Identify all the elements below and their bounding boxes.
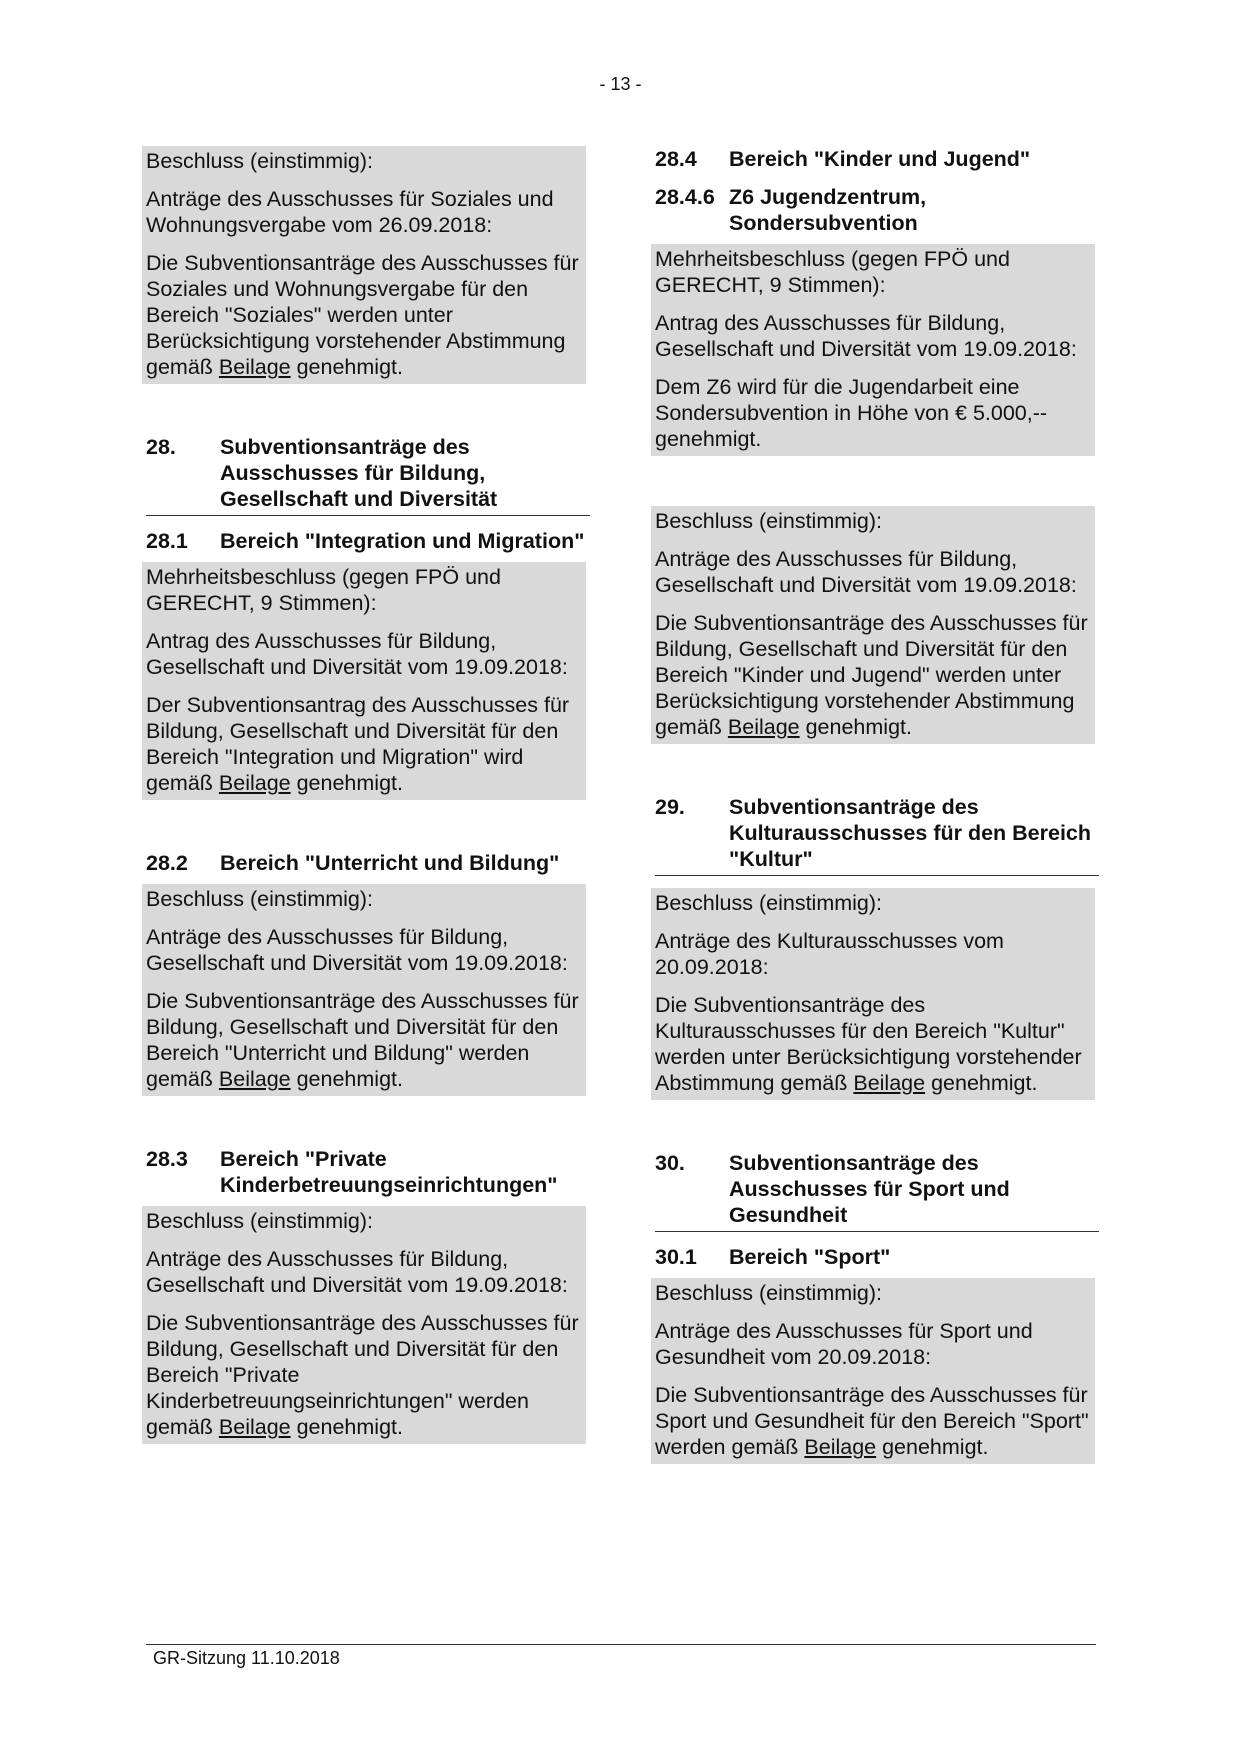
section-heading-28-3: 28.3 Bereich "Private Kinderbetreuungseinrichtungen" [146, 1147, 558, 1197]
motion-source: Antrag des Ausschusses für Bildung, Gesellschaft und Diversität vom 19.09.2018: [655, 311, 1077, 361]
section-heading-28-1: 28.1 Bereich "Integration und Migration" [146, 529, 585, 553]
footer-text: GR-Sitzung 11.10.2018 [153, 1648, 340, 1668]
motion-source: Anträge des Ausschusses für Soziales und Wohnungsvergabe vom 26.09.2018: [146, 187, 554, 237]
left-column [146, 146, 590, 1444]
resolution-type: Beschluss (einstimmig): [146, 149, 373, 173]
section-heading-30-1: 30.1 Bereich "Sport" [655, 1245, 891, 1269]
section-heading-28-4-6: 28.4.6 Z6 Jugendzentrum, Sondersubvention [655, 185, 927, 235]
resolution-text: Die Subventionsanträge des Ausschusses für Sport und Gesundheit für den Bereich "Sport" werden gemäß Beilage genehmigt. [655, 1383, 1089, 1459]
section-heading-29: 29. Subventionsanträge des Kulturausschusses für den Bereich "Kultur" [655, 794, 1099, 876]
motion-source: Anträge des Ausschusses für Bildung, Gesellschaft und Diversität vom 19.09.2018: [655, 547, 1077, 597]
beilage-link[interactable]: Beilage [727, 715, 800, 739]
resolution-type: Beschluss (einstimmig): [655, 891, 882, 915]
beilage-link[interactable]: Beilage [804, 1435, 877, 1459]
resolution-type: Beschluss (einstimmig): [146, 887, 373, 911]
resolution-type: Beschluss (einstimmig): [146, 1209, 373, 1233]
resolution-type: Beschluss (einstimmig): [655, 1281, 882, 1305]
motion-source: Anträge des Ausschusses für Sport und Gesundheit vom 20.09.2018: [655, 1319, 1033, 1369]
page-number: - 13 - [599, 74, 642, 94]
resolution-text: Die Subventionsanträge des Ausschusses für Bildung, Gesellschaft und Diversität für den Bereich "Unterricht und Bildung" werden gemäß Beilage genehmigt. [146, 989, 579, 1091]
resolution-type: Beschluss (einstimmig): [655, 509, 882, 533]
resolution-text: Die Subventionsanträge des Kulturausschusses für den Bereich "Kultur" werden unter Berücksichtigung vorstehender Abstimmung gemäß Beilage genehmigt. [655, 993, 1082, 1095]
resolution-box-28-2 [142, 884, 586, 1096]
resolution-box-kinder-jugend [651, 506, 1095, 744]
resolution-text: Dem Z6 wird für die Jugendarbeit eine Sondersubvention in Höhe von € 5.000,-- genehmigt. [655, 375, 1048, 451]
resolution-text: Der Subventionsantrag des Ausschusses für Bildung, Gesellschaft und Diversität für den Bereich "Integration und Migration" wird gemäß Beilage genehmigt. [146, 693, 570, 795]
section-heading-28-2: 28.2 Bereich "Unterricht und Bildung" [146, 851, 560, 875]
resolution-text: Die Subventionsanträge des Ausschusses für Soziales und Wohnungsvergabe für den Bereich "Soziales" werden unter Berücksichtigung vorstehender Abstimmung gemäß Beilage genehmigt. [146, 251, 579, 379]
resolution-text: Die Subventionsanträge des Ausschusses für Bildung, Gesellschaft und Diversität für den Bereich "Kinder und Jugend" werden unter Berücksichtigung vorstehender Abstimmung gemäß Beilage genehmigt. [655, 611, 1088, 739]
section-heading-28: 28. Subventionsanträge des Ausschusses für Bildung, Gesellschaft und Diversität [146, 434, 590, 516]
resolution-box-soziales [142, 146, 586, 384]
resolution-box-28-1 [142, 562, 586, 800]
beilage-link[interactable]: Beilage [218, 771, 291, 795]
resolution-type: Mehrheitsbeschluss (gegen FPÖ und GERECHT, 9 Stimmen): [146, 565, 501, 615]
beilage-link[interactable]: Beilage [218, 1415, 291, 1439]
beilage-link[interactable]: Beilage [218, 355, 291, 379]
beilage-link[interactable]: Beilage [853, 1071, 926, 1095]
footer-divider [146, 1644, 1096, 1645]
motion-source: Anträge des Kulturausschusses vom 20.09.2018: [655, 929, 1004, 979]
section-heading-30: 30. Subventionsanträge des Ausschusses für Sport und Gesundheit [655, 1150, 1099, 1232]
resolution-box-29 [651, 888, 1095, 1100]
motion-source: Antrag des Ausschusses für Bildung, Gesellschaft und Diversität vom 19.09.2018: [146, 629, 568, 679]
motion-source: Anträge des Ausschusses für Bildung, Gesellschaft und Diversität vom 19.09.2018: [146, 925, 568, 975]
resolution-text: Die Subventionsanträge des Ausschusses für Bildung, Gesellschaft und Diversität für den Bereich "Private Kinderbetreuungseinrichtungen" werden gemäß Beilage genehmigt. [146, 1311, 579, 1439]
resolution-box-30-1 [651, 1278, 1095, 1464]
section-heading-28-4: 28.4 Bereich "Kinder und Jugend" [655, 147, 1031, 171]
beilage-link[interactable]: Beilage [218, 1067, 291, 1091]
right-column [655, 146, 1099, 1464]
motion-source: Anträge des Ausschusses für Bildung, Gesellschaft und Diversität vom 19.09.2018: [146, 1247, 568, 1297]
resolution-type: Mehrheitsbeschluss (gegen FPÖ und GERECHT, 9 Stimmen): [655, 247, 1010, 297]
resolution-box-28-4-6 [651, 244, 1095, 456]
resolution-box-28-3 [142, 1206, 586, 1444]
